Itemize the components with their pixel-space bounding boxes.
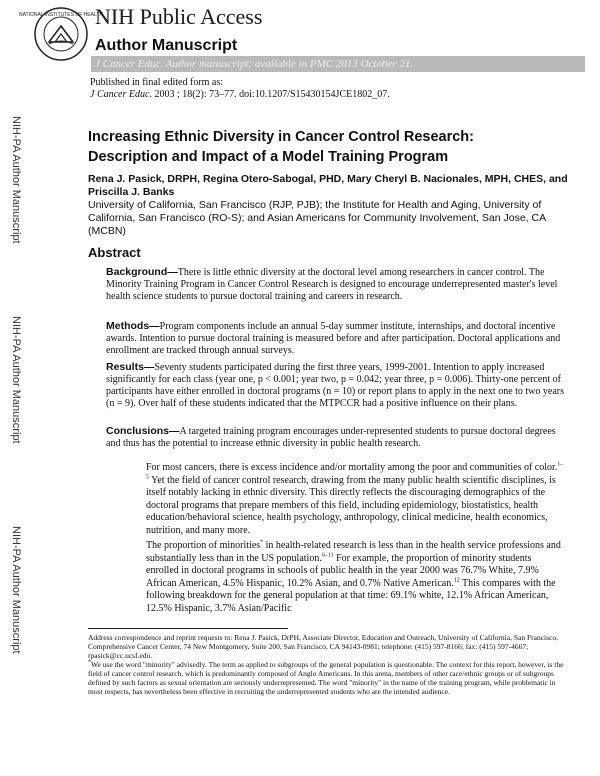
body-paragraph-2: The proportion of minorities* in health-related research is less than in the health service professions and substantially less than in the US population.$^{6-11}$ For example, the proportion of minority students enrolled in doctoral programs in schools of public health in the year 2000 was 76.7% White, 7.9% African American, 4.5% Hispanic, 10.2% Asian, and 0.7% Native American.$^{12}$ This compares with the following breakdown for the general population at that time: 69.1% white, 12.1% African American, 12.5% Hispanic, 3.7% Asian/Pacific xyxy=(146,539,561,614)
logo-text: NATIONAL INSTITUTES OF HEALTH xyxy=(18,12,104,18)
abstract-heading: Abstract xyxy=(88,245,141,260)
minority-footnote: *We use the word "minority" advisedly. The term as applied to subgroups of the general population is questionable. The context for this report, however, is the field of cancer control research, which is predominantly composed of Anglo Americans. In this arena, members of other race/ethnic groups or of subgroups defined by such factors as sexual orientation are seriously underrepresented. The word "minority" in the name of the training program, while problematic in most respects, has nevertheless been effective in recruiting the underrepresented students who are the intended audience. xyxy=(88,659,564,696)
citation-details: . 2003 ; 18(2): 73–77. doi:10.1207/S15430154JCE1802_07. xyxy=(149,89,390,100)
published-final-form: Published in final edited form as: xyxy=(90,77,224,88)
journal-name: J Cancer Educ xyxy=(90,89,150,100)
correspondence-footnote: Address correspondence and reprint requests to: Rena J. Pasick, DrPH, Associate Director, Education and Outreach, University of California, San Francisco, Comprehensive Cancer Center, 74 New Montgomery, Suite 200, San Francisco, CA 94143-0981; telephone: (415) 597-8166; fax: (415) 597-4667; rpasick@cc.ucsf.edu. xyxy=(88,633,558,660)
nih-public-access-title: NIH Public Access xyxy=(95,4,263,29)
reference-1-5: 1–5 xyxy=(146,461,564,481)
citation-line xyxy=(90,89,390,100)
affiliations: University of California, San Francisco (RJP, PJB); the Institute for Health and Aging, University of California, San Francisco (RO-S); and Asian Americans for Community Involvement, San Jose, CA (MCBN) xyxy=(88,199,546,237)
sidebar-label-3: NIH-PA Author Manuscript xyxy=(10,526,22,654)
abstract-conclusions: Conclusions—A targeted training program encourages under-represented students to pursue doctoral degrees and thus has the potential to increase ethnic diversity in public health research. xyxy=(106,425,556,449)
author-list: Rena J. Pasick, DRPH, Regina Otero-Sabogal, PHD, Mary Cheryl B. Nacionales, MPH, CHES, and Priscilla J. Banks xyxy=(88,173,568,198)
footnote-marker: * xyxy=(260,539,264,546)
reference-12: 12 xyxy=(453,577,460,584)
author-manuscript-label: Author Manuscript xyxy=(95,37,238,54)
reference-6-11: 6–11 xyxy=(321,552,334,559)
article-title: Increasing Ethnic Diversity in Cancer Control Research: Description and Impact of a Model Training Program xyxy=(88,129,474,165)
sidebar-label-2: NIH-PA Author Manuscript xyxy=(10,316,22,444)
nih-seal-logo xyxy=(18,6,104,62)
body-paragraph-1: For most cancers, there is excess incidence and/or mortality among the poor and communities of color.$^{1-5}$ Yet the field of cancer control research, drawing from the many public health scientific disciplines, is itself notably lacking in ethnic diversity. This directly reflects the discouraging demographics of the doctoral programs that prepare members of this field, including epidemiology, biostatistics, health education/behavioral science, health psychology, anthropology, clinical medicine, health economics, nutrition, and many more. xyxy=(146,461,564,536)
abstract-results: Results—Seventy students participated during the first three years, 1999-2001. Intention to apply increased significantly for each class (year one, p < 0.001; year two, p = 0.042; year three, p = 0.006). Thirty-one percent of participants have either enrolled in doctoral programs (n = 10) or report plans to apply in the next one to two years (n = 9). Over half of these students indicated that the MTPCCR had a positive influence on their plans. xyxy=(106,361,565,409)
abstract-methods: Methods—Program components include an annual 5-day summer institute, internships, and doctoral incentive awards. Intention to pursue doctoral training is measured before and after participation. Doctoral applications and enrollment are tracked through annual surveys. xyxy=(106,320,561,356)
footnote-divider xyxy=(88,628,288,629)
sidebar-label-1: NIH-PA Author Manuscript xyxy=(10,116,22,244)
availability-banner: J Cancer Educ. Author manuscript; available in PMC 2013 October 21. xyxy=(91,56,585,72)
abstract-background: Background—There is little ethnic diversity at the doctoral level among researchers in cancer control. The Minority Training Program in Cancer Control Research is designed to encourage underrepresented master's level health science students to pursue doctoral training and careers in research. xyxy=(106,266,558,302)
